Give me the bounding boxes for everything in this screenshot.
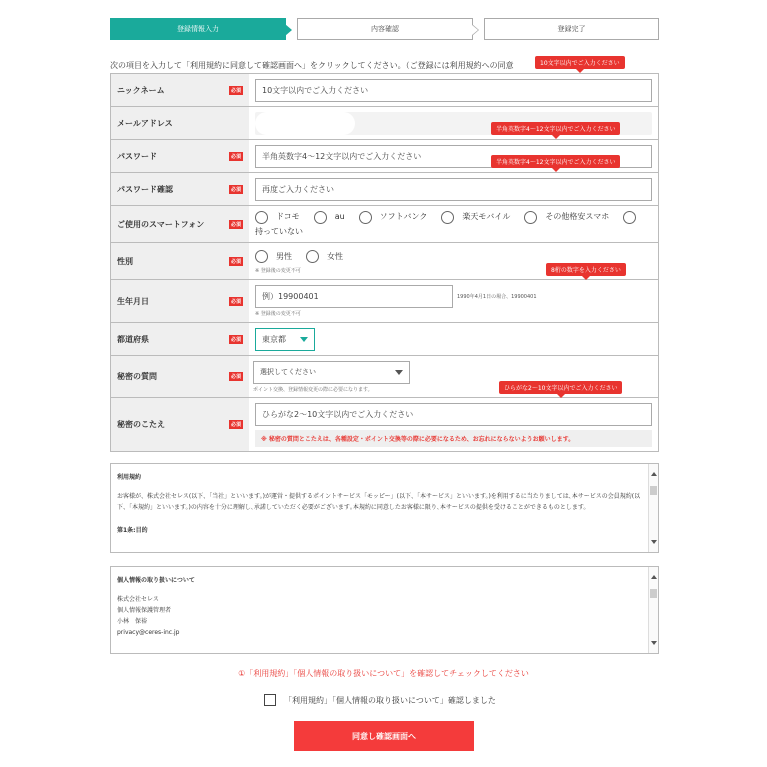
option-label: ソフトバンク bbox=[379, 212, 428, 221]
option-label: 女性 bbox=[327, 251, 343, 261]
radio-icon[interactable] bbox=[524, 211, 537, 224]
privacy-line: 株式会社セレス bbox=[117, 596, 159, 603]
label-cell bbox=[111, 107, 249, 139]
required-badge: 必須 bbox=[230, 374, 241, 380]
privacy-title: 個人情報の取り扱いについて bbox=[117, 577, 195, 584]
prefecture-select[interactable] bbox=[255, 328, 315, 351]
secret-question-note: ポイント交換、登録情報変更の際に必要になります。 bbox=[253, 386, 373, 393]
field-cell bbox=[249, 398, 658, 451]
secret-question-select[interactable] bbox=[253, 361, 410, 384]
radio-icon[interactable] bbox=[255, 211, 268, 224]
option-label: au bbox=[334, 212, 345, 221]
step-complete bbox=[484, 18, 659, 40]
field-label: ご使用のスマートフォン bbox=[117, 219, 205, 229]
privacy-line: 小林 保裕 bbox=[117, 618, 148, 625]
phone-radio-group bbox=[255, 209, 652, 239]
row-secret-answer bbox=[111, 398, 658, 451]
field-cell bbox=[249, 323, 658, 355]
gender-note: ※ 登録後の変更不可 bbox=[255, 267, 301, 274]
field-label: 都道府県 bbox=[117, 334, 149, 344]
row-phone bbox=[111, 206, 658, 243]
select-value: 選択してください bbox=[260, 368, 316, 376]
field-cell bbox=[249, 280, 658, 322]
phone-option-other[interactable] bbox=[524, 209, 609, 225]
phone-option-rakuten[interactable] bbox=[441, 209, 510, 225]
chevron-down-icon bbox=[395, 370, 403, 375]
label-cell bbox=[111, 323, 249, 355]
agree-label[interactable]: 「利用規約」「個人情報の取り扱いについて」確認しました bbox=[284, 695, 496, 705]
label-cell bbox=[111, 140, 249, 172]
option-label: ドコモ bbox=[276, 212, 300, 221]
scroll-down-icon[interactable] bbox=[651, 540, 657, 544]
step-input-label: 登録情報入力 bbox=[177, 25, 219, 33]
radio-icon[interactable] bbox=[623, 211, 636, 224]
birthday-input[interactable]: 例）19900401 bbox=[255, 285, 453, 308]
radio-icon[interactable] bbox=[359, 211, 372, 224]
field-cell bbox=[249, 206, 658, 242]
label-cell bbox=[111, 243, 249, 279]
row-birthday bbox=[111, 280, 658, 323]
birthday-wrap bbox=[255, 285, 652, 308]
scroll-thumb[interactable] bbox=[650, 486, 657, 495]
phone-option-au[interactable] bbox=[314, 209, 345, 225]
tooltip-email: 半角英数字4～12文字以内でご入力ください bbox=[491, 122, 620, 135]
agree-checkbox[interactable] bbox=[264, 694, 276, 706]
field-label: パスワード確認 bbox=[117, 184, 173, 194]
step-complete-label: 登録完了 bbox=[557, 25, 586, 33]
label-cell bbox=[111, 356, 249, 397]
check-instruction: ①「利用規約」「個人情報の取り扱いについて」を確認してチェックしてください bbox=[238, 669, 529, 678]
password-input[interactable]: 半角英数字4～12文字以内でご入力ください bbox=[255, 145, 652, 168]
field-label: 生年月日 bbox=[117, 296, 149, 306]
submit-button[interactable]: 同意し確認画面へ bbox=[294, 721, 474, 751]
terms-box[interactable] bbox=[110, 463, 659, 553]
phone-option-docomo[interactable] bbox=[255, 209, 300, 225]
field-label: 秘密のこたえ bbox=[117, 420, 165, 429]
phone-option-none-label: 持っていない bbox=[255, 227, 303, 236]
scroll-down-icon[interactable] bbox=[651, 641, 657, 645]
privacy-line: privacy@ceres-inc.jp bbox=[117, 629, 180, 636]
label-cell bbox=[111, 206, 249, 242]
terms-scrollbar[interactable] bbox=[648, 464, 658, 552]
agree-checkbox-row[interactable] bbox=[264, 694, 496, 706]
scroll-up-icon[interactable] bbox=[651, 575, 657, 579]
terms-title: 利用規約 bbox=[117, 474, 142, 481]
required-badge: 必須 bbox=[230, 422, 241, 428]
step-input bbox=[110, 18, 286, 40]
tooltip-birthday: 8桁の数字を入力ください bbox=[546, 263, 626, 276]
option-label: 男性 bbox=[276, 251, 292, 261]
tooltip-password: 半角英数字4～12文字以内でご入力ください bbox=[491, 155, 620, 168]
field-label: メールアドレス bbox=[117, 118, 173, 128]
privacy-line: 個人情報保護管理者 bbox=[117, 607, 172, 614]
label-cell bbox=[111, 74, 249, 106]
select-value: 東京都 bbox=[262, 334, 286, 344]
label-cell bbox=[111, 280, 249, 322]
secret-answer-warning: ※ 秘密の質問とこたえは、各種設定・ポイント交換等の際に必要になるため、お忘れにならないようお願いします。 bbox=[255, 430, 652, 447]
nickname-input[interactable]: 10文字以内でご入力ください bbox=[255, 79, 652, 102]
progress-stepper bbox=[110, 18, 659, 40]
required-badge: 必須 bbox=[230, 258, 241, 265]
row-nickname bbox=[111, 74, 658, 107]
step-arrow-icon bbox=[285, 24, 292, 36]
label-cell bbox=[111, 173, 249, 205]
step-confirm bbox=[297, 18, 473, 40]
required-badge: 必須 bbox=[230, 221, 241, 228]
birthday-hint: 1990年4月1日の場合、19900401 bbox=[457, 294, 537, 300]
step-confirm-label: 内容確認 bbox=[371, 25, 399, 33]
scroll-up-icon[interactable] bbox=[651, 472, 657, 476]
field-label: 秘密の質問 bbox=[117, 372, 157, 381]
field-label: 性別 bbox=[117, 256, 133, 266]
privacy-box[interactable] bbox=[110, 566, 659, 654]
field-cell bbox=[249, 173, 658, 205]
option-label: 楽天モバイル bbox=[462, 212, 511, 221]
required-badge: 必須 bbox=[230, 336, 241, 343]
email-mask bbox=[255, 112, 355, 135]
radio-icon[interactable] bbox=[255, 250, 268, 263]
required-badge: 必須 bbox=[230, 186, 241, 193]
radio-icon[interactable] bbox=[314, 211, 327, 224]
privacy-scrollbar[interactable] bbox=[648, 567, 658, 653]
phone-option-softbank[interactable] bbox=[359, 209, 428, 225]
field-label: パスワード bbox=[117, 151, 157, 161]
row-prefecture bbox=[111, 323, 658, 356]
field-cell bbox=[249, 74, 658, 106]
gender-option-male[interactable] bbox=[255, 249, 292, 265]
phone-option-none-radio[interactable] bbox=[623, 211, 644, 224]
intro-text: 次の項目を入力して「利用規約に同意して確認画面へ」をクリックしてください。（ご登録には利用規約への同意 bbox=[110, 61, 514, 70]
tooltip-nickname: 10文字以内でご入力ください bbox=[535, 56, 625, 69]
step-arrow-inner bbox=[472, 25, 478, 35]
tooltip-answer: ひらがな2～10文字以内でご入力ください bbox=[499, 381, 622, 394]
radio-icon[interactable] bbox=[441, 211, 454, 224]
terms-section: 第1条:目的 bbox=[117, 527, 148, 534]
scroll-thumb[interactable] bbox=[650, 589, 657, 598]
chevron-down-icon bbox=[300, 337, 308, 342]
required-badge: 必須 bbox=[230, 153, 241, 160]
terms-body: お客様が、株式会社セレス(以下、「当社」といいます。)が運営・提供するポイントサービス「モッピー」(以下、「本サービス」といいます。)を利用するに当たりましては､本サービスの会員規約(以下、「本規約」といいます。)の内容を十分に理解し､承諾していただく必要がございます｡本規約に同意したお客様に限り､本サービスの提供を受けることができるものとします。 bbox=[117, 493, 641, 511]
field-label: ニックネーム bbox=[117, 85, 165, 95]
required-badge: 必須 bbox=[230, 87, 241, 94]
row-password-confirm bbox=[111, 173, 658, 206]
label-cell bbox=[111, 398, 249, 451]
gender-option-female[interactable] bbox=[306, 249, 343, 265]
secret-answer-input[interactable]: ひらがな2～10文字以内でご入力ください bbox=[255, 403, 652, 426]
birthday-note: ※ 登録後の変更不可 bbox=[255, 311, 301, 317]
password-confirm-input[interactable]: 再度ご入力ください bbox=[255, 178, 652, 201]
option-label: その他格安スマホ bbox=[545, 212, 610, 221]
radio-icon[interactable] bbox=[306, 250, 319, 263]
required-badge: 必須 bbox=[230, 298, 241, 305]
